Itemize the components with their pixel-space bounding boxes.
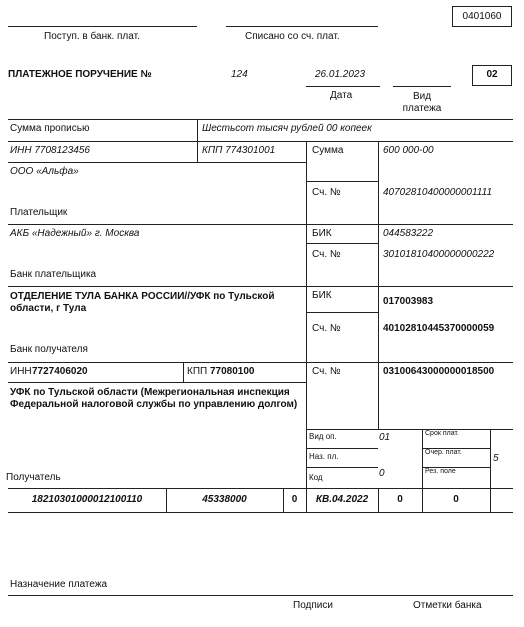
queue-value: 5 xyxy=(493,453,499,464)
status-code: 02 xyxy=(486,69,498,80)
recipient-label: Получатель xyxy=(6,472,61,483)
payer-account-label: Сч. № xyxy=(312,187,341,198)
payer-inn: ИНН 7708123456 xyxy=(10,145,90,156)
reserve-label: Рез. поле xyxy=(425,468,456,475)
payment-type-line xyxy=(393,86,451,87)
amount-label: Сумма xyxy=(312,145,344,156)
recipient-account-label: Сч. № xyxy=(312,366,341,377)
payer-label: Плательщик xyxy=(10,207,68,218)
payer-bank-name: АКБ «Надежный» г. Москва xyxy=(10,228,140,239)
payer-bank-account-label: Сч. № xyxy=(312,249,341,260)
recipient-name: УФК по Тульской области (Межрегиональная инспекция Федеральной налоговой службы по управлению долгом) xyxy=(10,387,298,410)
date-label: Дата xyxy=(330,90,353,101)
order-date: 26.01.2023 xyxy=(315,69,366,80)
form-code: 0401060 xyxy=(462,11,502,22)
recipient-kpp-label: КПП xyxy=(187,366,208,377)
payer-name: ООО «Альфа» xyxy=(10,166,79,177)
oktmo-value: 45338000 xyxy=(202,494,247,505)
payer-bank-account: 30101810400000000222 xyxy=(383,249,495,260)
period-value: КВ.04.2022 xyxy=(315,494,369,505)
code-label: Код xyxy=(309,473,323,482)
basis-value: 0 xyxy=(291,494,298,505)
purpose-label: Назначение платежа xyxy=(10,579,108,590)
order-title: ПЛАТЕЖНОЕ ПОРУЧЕНИЕ № xyxy=(8,69,152,80)
recipient-bank-bik: 017003983 xyxy=(383,296,434,307)
payment-type-label: Вид платежа xyxy=(402,91,442,114)
received-label: Поступ. в банк. плат. xyxy=(44,31,140,42)
amount-words-label: Сумма прописью xyxy=(10,123,90,134)
debited-line xyxy=(226,26,378,27)
payer-bank-bik: 044583222 xyxy=(383,228,434,239)
amount-value: 600 000-00 xyxy=(383,145,434,156)
received-line xyxy=(8,26,197,27)
recipient-account: 03100643000000018500 xyxy=(383,366,495,377)
payer-bank-label: Банк плательщика xyxy=(10,269,97,280)
bank-marks-label: Отметки банка xyxy=(413,600,482,611)
payer-account: 40702810400000001111 xyxy=(383,187,493,198)
date-line xyxy=(306,86,380,87)
recipient-kpp: 77080100 xyxy=(210,366,255,377)
recipient-bank-name: ОТДЕЛЕНИЕ ТУЛА БАНКА РОССИИ//УФК по Тульской области, г Тула xyxy=(10,291,275,314)
purpose-code-label: Наз. пл. xyxy=(309,452,339,461)
signatures-label: Подписи xyxy=(293,600,333,611)
kbk-value: 18210301000012100110 xyxy=(31,494,143,505)
order-number: 124 xyxy=(231,69,248,80)
doc-date-value: 0 xyxy=(453,494,459,505)
code-value: 0 xyxy=(379,468,385,479)
recipient-inn-label: ИНН xyxy=(10,366,32,377)
recipient-bank-account: 40102810445370000059 xyxy=(383,323,495,334)
amount-words: Шестьсот тысяч рублей 00 копеек xyxy=(202,123,372,134)
doc-number-value: 0 xyxy=(397,494,403,505)
recipient-bank-account-label: Сч. № xyxy=(312,323,341,334)
recipient-bank-label: Банк получателя xyxy=(10,344,88,355)
op-type-label: Вид оп. xyxy=(309,432,337,441)
payer-bank-bik-label: БИК xyxy=(312,228,332,239)
op-type: 01 xyxy=(379,432,391,443)
term-label: Срок плат. xyxy=(425,430,459,437)
queue-label: Очер. плат. xyxy=(425,449,462,456)
recipient-bank-bik-label: БИК xyxy=(312,290,332,301)
recipient-inn: 7727406020 xyxy=(32,366,88,377)
debited-label: Списано со сч. плат. xyxy=(245,31,340,42)
payer-kpp: КПП 774301001 xyxy=(202,145,276,156)
